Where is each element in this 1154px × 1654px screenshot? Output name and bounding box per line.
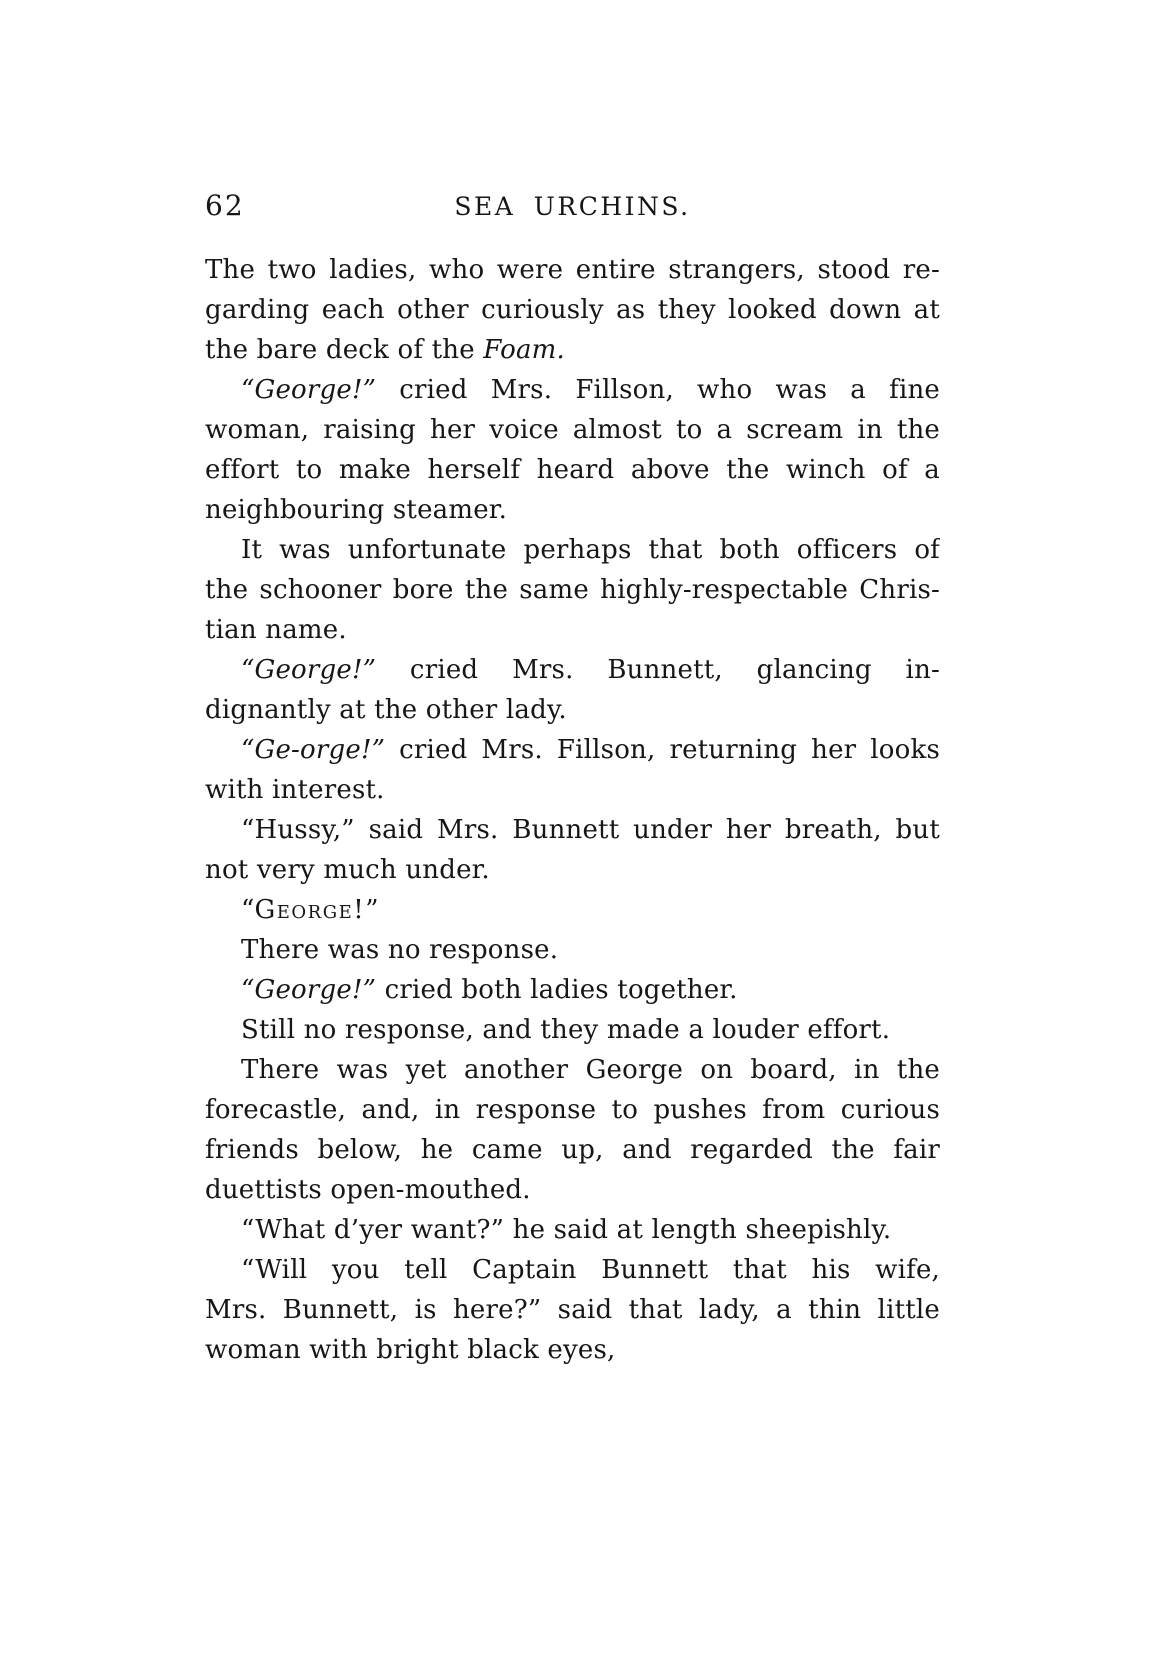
text-line (205, 1290, 940, 1330)
text-run: not very much under. (205, 855, 490, 885)
text-line (205, 810, 940, 850)
text-run: woman with bright black eyes, (205, 1335, 616, 1365)
page-number: 62 (205, 189, 245, 222)
text-line (205, 650, 940, 690)
text-line (205, 1010, 940, 1050)
text-line (205, 450, 940, 490)
text-run: “Will you tell Captain Bunnett that his wife, (241, 1255, 940, 1285)
text-line (205, 570, 940, 610)
text-run: woman, raising her voice almost to a scream in the (205, 415, 940, 445)
text-line (205, 290, 940, 330)
text-run: cried both ladies together. (376, 975, 738, 1005)
text-run: “ (241, 895, 255, 925)
text-run: Foam. (483, 335, 565, 365)
text-line (205, 410, 940, 450)
text-run: cried Mrs. Bunnett, glancing in- (376, 655, 940, 685)
text-line (205, 1170, 940, 1210)
text-line (205, 770, 940, 810)
text-run: There was yet another George on board, in the (241, 1055, 940, 1085)
text-line (205, 970, 940, 1010)
text-line (205, 1090, 940, 1130)
text-run: with interest. (205, 775, 385, 805)
text-run: friends below, he came up, and regarded the fair (205, 1135, 940, 1165)
text-run: The two ladies, who were entire strangers, stood re- (205, 255, 940, 285)
text-run: garding each other curiously as they looked down at (205, 295, 940, 325)
text-run: “George!” (241, 975, 377, 1005)
text-run: the bare deck of the (205, 335, 484, 365)
text-line (205, 250, 940, 290)
text-run: “Hussy,” said Mrs. Bunnett under her breath, but (241, 815, 940, 845)
text-line (205, 1250, 940, 1290)
text-run: Still no response, and they made a louder effort. (241, 1015, 891, 1045)
text-line (205, 490, 940, 530)
page-header (205, 190, 940, 224)
text-run: George! (254, 895, 366, 925)
text-run: “What d’yer want?” he said at length sheepishly. (241, 1215, 892, 1245)
text-line (205, 330, 940, 370)
text-run: forecastle, and, in response to pushes from curious (205, 1095, 940, 1125)
text-run: Mrs. Bunnett, is here?” said that lady, a thin little (205, 1295, 940, 1325)
running-title: SEA URCHINS. (454, 192, 691, 221)
text-run: cried Mrs. Fillson, who was a fine (376, 375, 940, 405)
text-run: “Ge-orge!” (241, 735, 386, 765)
text-line (205, 1050, 940, 1090)
text-run: “George!” (241, 375, 377, 405)
text-run: “George!” (241, 655, 377, 685)
text-run: the schooner bore the same highly-respectable Chris- (205, 575, 940, 605)
text-line (205, 930, 940, 970)
text-run: ” (365, 895, 379, 925)
text-run: neighbouring steamer. (205, 495, 508, 525)
text-run: tian name. (205, 615, 347, 645)
text-line (205, 730, 940, 770)
text-line (205, 610, 940, 650)
text-line (205, 1130, 940, 1170)
page-body (205, 250, 940, 1370)
text-line (205, 850, 940, 890)
text-line (205, 530, 940, 570)
text-line (205, 370, 940, 410)
text-run: dignantly at the other lady. (205, 695, 567, 725)
text-run: effort to make herself heard above the winch of a (205, 455, 940, 485)
text-run: duettists open-mouthed. (205, 1175, 531, 1205)
text-run: It was unfortunate perhaps that both officers of (241, 535, 940, 565)
text-run: cried Mrs. Fillson, returning her looks (385, 735, 940, 765)
text-line (205, 690, 940, 730)
text-line (205, 1210, 940, 1250)
text-line (205, 890, 940, 930)
text-run: There was no response. (241, 935, 559, 965)
text-line (205, 1330, 940, 1370)
